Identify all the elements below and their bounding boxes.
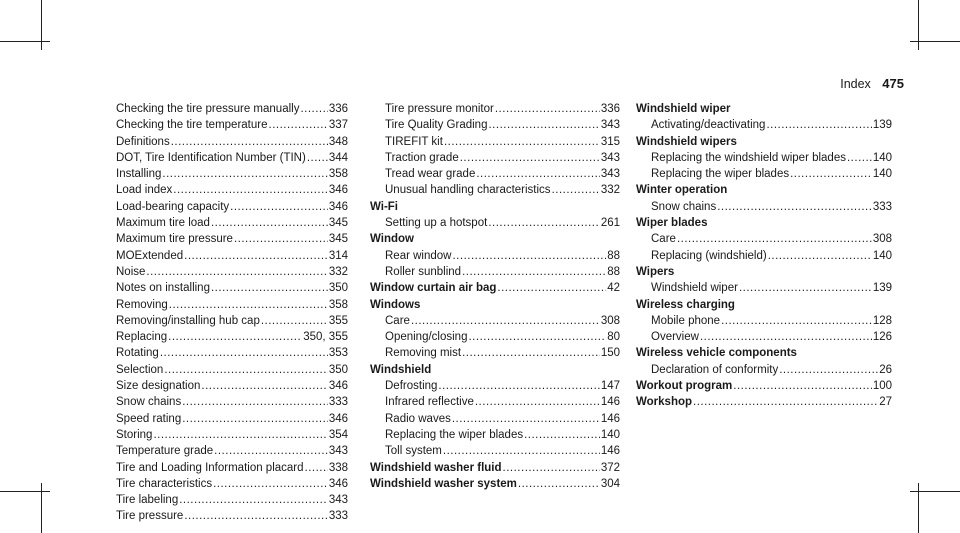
- index-subentry[interactable]: [101, 231, 348, 247]
- dot-leader: [269, 117, 328, 133]
- page-reference[interactable]: 147: [600, 380, 620, 393]
- page-reference[interactable]: 346: [328, 380, 348, 393]
- page-reference[interactable]: 314: [328, 249, 348, 262]
- index-column-1: [101, 101, 348, 525]
- page-reference[interactable]: 343: [600, 151, 620, 164]
- dot-leader: [497, 280, 606, 296]
- entry-text: Checking the tire temperature: [116, 119, 268, 132]
- dot-leader: [766, 117, 871, 133]
- entry-text: Rear window: [385, 249, 452, 262]
- entry-text: Windshield washer fluid: [370, 461, 502, 474]
- dot-leader: [790, 166, 872, 182]
- dot-leader: [184, 248, 328, 264]
- dot-leader: [182, 394, 328, 410]
- dot-leader: [179, 492, 328, 508]
- index-subentry[interactable]: [370, 117, 620, 133]
- dot-leader: [160, 345, 328, 361]
- entry-text: Tire pressure: [116, 510, 184, 523]
- page-reference[interactable]: 88: [607, 265, 620, 278]
- dot-leader: [721, 313, 872, 329]
- index-subentry[interactable]: [370, 427, 620, 443]
- index-subentry[interactable]: [101, 248, 348, 264]
- dot-leader: [552, 182, 600, 198]
- dot-leader: [524, 427, 600, 443]
- index-subentry[interactable]: [636, 280, 892, 296]
- entry-text: Tread wear grade: [385, 168, 476, 181]
- entry-text: Activating/deactivating: [651, 119, 766, 132]
- page-reference[interactable]: 333: [328, 396, 348, 409]
- index-subentry[interactable]: [370, 150, 620, 166]
- index-subentry[interactable]: [101, 297, 348, 313]
- dot-leader: [495, 101, 600, 117]
- page-reference[interactable]: 345: [328, 217, 348, 230]
- entry-text: Opening/closing: [385, 331, 468, 344]
- index-subentry[interactable]: [101, 313, 348, 329]
- dot-leader: [201, 378, 327, 394]
- entry-text: Workout program: [636, 380, 733, 393]
- entry-text: Removing mist: [385, 347, 462, 360]
- index-heading: Wireless charging: [636, 298, 735, 311]
- dot-leader: [234, 231, 328, 247]
- dot-leader: [847, 150, 872, 166]
- index-subentry[interactable]: [370, 443, 620, 459]
- entry-text: Unusual handling characteristics: [385, 184, 551, 197]
- page-reference[interactable]: 146: [600, 412, 620, 425]
- index-subentry[interactable]: [101, 199, 348, 215]
- entry-text: Replacing the wiper blades: [651, 168, 790, 181]
- page-reference[interactable]: 308: [600, 314, 620, 327]
- dot-leader: [768, 248, 872, 264]
- dot-leader: [476, 166, 599, 182]
- index-heading: Wireless vehicle components: [636, 347, 797, 360]
- index-entry[interactable]: [636, 394, 892, 410]
- page-reference[interactable]: 304: [600, 477, 620, 490]
- index-heading: Wipers: [636, 265, 675, 278]
- page-reference[interactable]: 42: [607, 282, 620, 295]
- dot-leader: [307, 150, 328, 166]
- dot-leader: [214, 443, 328, 459]
- entry-text: Noise: [116, 265, 146, 278]
- page-reference[interactable]: 332: [600, 184, 620, 197]
- index-subentry[interactable]: [101, 215, 348, 231]
- crop-mark: [0, 491, 50, 492]
- entry-text: Declaration of conformity: [651, 363, 779, 376]
- entry-text: Snow chains: [651, 200, 717, 213]
- index-heading: Winter operation: [636, 184, 728, 197]
- entry-text: MOExtended: [116, 249, 184, 262]
- entry-text: Traction grade: [385, 151, 459, 164]
- entry-text: Selection: [116, 363, 164, 376]
- dot-leader: [462, 345, 600, 361]
- page-reference[interactable]: 343: [328, 494, 348, 507]
- entry-text: Care: [651, 233, 676, 246]
- entry-text: Maximum tire pressure: [116, 233, 233, 246]
- index-subentry[interactable]: [101, 362, 348, 378]
- index-subentry[interactable]: [101, 264, 348, 280]
- crop-mark: [0, 41, 50, 42]
- index-entry[interactable]: [370, 460, 620, 476]
- entry-text: Tire and Loading Information placard: [116, 461, 304, 474]
- index-heading: Window: [370, 233, 414, 246]
- index-subentry[interactable]: [636, 329, 892, 345]
- index-entry[interactable]: [370, 476, 620, 492]
- dot-leader: [693, 394, 878, 410]
- entry-text: Storing: [116, 428, 153, 441]
- index-heading: Windshield: [370, 363, 432, 376]
- dot-leader: [230, 199, 328, 215]
- page-reference[interactable]: 346: [328, 200, 348, 213]
- dot-leader: [443, 443, 600, 459]
- dot-leader: [462, 264, 606, 280]
- entry-text: Mobile phone: [651, 314, 721, 327]
- entry-text: Installing: [116, 168, 162, 181]
- page-reference[interactable]: 100: [872, 380, 892, 393]
- page-reference[interactable]: 128: [872, 314, 892, 327]
- index-column-2: [370, 101, 620, 492]
- page-reference[interactable]: 345: [328, 233, 348, 246]
- dot-leader: [211, 280, 328, 296]
- index-heading: Windshield wiper: [636, 103, 731, 115]
- index-subentry[interactable]: [101, 443, 348, 459]
- entry-text: Replacing: [116, 331, 168, 344]
- entry-text: Rotating: [116, 347, 159, 360]
- index-subentry[interactable]: [636, 362, 892, 378]
- page-reference[interactable]: 126: [872, 331, 892, 344]
- dot-leader: [438, 378, 599, 394]
- page-reference[interactable]: 346: [328, 184, 348, 197]
- dot-leader: [261, 313, 328, 329]
- index-subentry[interactable]: [370, 378, 620, 394]
- dot-leader: [211, 215, 328, 231]
- page-reference[interactable]: 336: [328, 103, 348, 115]
- dot-leader: [162, 166, 327, 182]
- dot-leader: [452, 411, 600, 427]
- index-subentry[interactable]: [101, 427, 348, 443]
- index-subentry[interactable]: [370, 345, 620, 361]
- entry-text: Replacing (windshield): [651, 249, 767, 262]
- entry-text: Windshield washer system: [370, 477, 517, 490]
- dot-leader: [169, 297, 328, 313]
- entry-text: Snow chains: [116, 396, 182, 409]
- entry-text: Care: [385, 314, 410, 327]
- index-entry[interactable]: [636, 378, 892, 394]
- page-reference[interactable]: 140: [872, 151, 892, 164]
- page-reference[interactable]: 350, 355: [303, 331, 348, 344]
- dot-leader: [300, 101, 327, 117]
- dot-leader: [153, 427, 327, 443]
- index-column-3: [636, 101, 892, 411]
- index-heading: Wi-Fi: [370, 200, 398, 213]
- entry-text: Defrosting: [385, 380, 438, 393]
- dot-leader: [184, 508, 327, 524]
- page-reference[interactable]: 372: [600, 461, 620, 474]
- entry-text: Windshield wiper: [651, 282, 738, 295]
- page-reference[interactable]: 88: [607, 249, 620, 262]
- index-subentry[interactable]: [101, 492, 348, 508]
- entry-text: Replacing the windshield wiper blades: [651, 151, 846, 164]
- crop-mark: [910, 41, 960, 42]
- entry-text: Toll system: [385, 445, 442, 458]
- index-subentry[interactable]: [636, 248, 892, 264]
- index-subentry[interactable]: [101, 378, 348, 394]
- index-subentry[interactable]: [370, 215, 620, 231]
- index-subentry[interactable]: [370, 313, 620, 329]
- page-reference[interactable]: 353: [328, 347, 348, 360]
- index-subentry[interactable]: [101, 117, 348, 133]
- page-reference[interactable]: 333: [328, 510, 348, 523]
- entry-text: Tire Quality Grading: [385, 119, 488, 132]
- page-reference[interactable]: 140: [600, 428, 620, 441]
- index-subentry[interactable]: [370, 329, 620, 345]
- index-subentry[interactable]: [101, 508, 348, 524]
- index-subentry[interactable]: [636, 199, 892, 215]
- index-subentry[interactable]: [636, 231, 892, 247]
- crop-mark: [41, 0, 42, 50]
- dot-leader: [168, 329, 302, 345]
- index-subentry[interactable]: [101, 280, 348, 296]
- index-subentry[interactable]: [101, 476, 348, 492]
- dot-leader: [717, 199, 872, 215]
- page-reference[interactable]: 348: [328, 135, 348, 148]
- index-entry[interactable]: [370, 280, 620, 296]
- page-reference[interactable]: 338: [328, 461, 348, 474]
- dot-leader: [164, 362, 328, 378]
- dot-leader: [468, 329, 606, 345]
- index-subentry[interactable]: [370, 182, 620, 198]
- entry-text: Maximum tire load: [116, 217, 210, 230]
- page-reference[interactable]: 337: [328, 119, 348, 132]
- dot-leader: [171, 134, 328, 150]
- index-subentry[interactable]: [636, 313, 892, 329]
- entry-text: Notes on installing: [116, 282, 210, 295]
- page-reference[interactable]: 350: [328, 282, 348, 295]
- page-reference[interactable]: 332: [328, 265, 348, 278]
- entry-text: Setting up a hotspot: [385, 217, 488, 230]
- dot-leader: [305, 460, 328, 476]
- page-reference[interactable]: 358: [328, 168, 348, 181]
- dot-leader: [475, 394, 600, 410]
- entry-text: Radio waves: [385, 412, 451, 425]
- entry-text: Load index: [116, 184, 173, 197]
- entry-text: Overview: [651, 331, 699, 344]
- page-reference[interactable]: 146: [600, 445, 620, 458]
- page-reference[interactable]: 150: [600, 347, 620, 360]
- index-subentry[interactable]: [101, 460, 348, 476]
- page-reference[interactable]: 343: [328, 445, 348, 458]
- entry-text: Tire pressure monitor: [385, 103, 494, 115]
- page-reference[interactable]: 358: [328, 298, 348, 311]
- dot-leader: [146, 264, 327, 280]
- page-reference[interactable]: 140: [872, 249, 892, 262]
- entry-text: Window curtain air bag: [370, 282, 497, 295]
- dot-leader: [518, 476, 600, 492]
- index-subentry[interactable]: [636, 117, 892, 133]
- index-subentry[interactable]: [101, 345, 348, 361]
- crop-mark: [910, 491, 960, 492]
- page-reference[interactable]: 308: [872, 233, 892, 246]
- page-reference[interactable]: 146: [600, 396, 620, 409]
- entry-text: Infrared reflective: [385, 396, 474, 409]
- section-label: Index: [840, 77, 871, 91]
- entry-text: TIREFIT kit: [385, 135, 443, 148]
- page-reference[interactable]: 336: [600, 103, 620, 115]
- index-subentry[interactable]: [636, 150, 892, 166]
- index-subentry[interactable]: [370, 166, 620, 182]
- dot-leader: [488, 117, 599, 133]
- index-heading: Windshield wipers: [636, 135, 737, 148]
- page-reference[interactable]: 261: [600, 217, 620, 230]
- entry-text: Removing: [116, 298, 168, 311]
- entry-text: DOT, Tire Identification Number (TIN): [116, 151, 306, 164]
- page-number: 475: [882, 76, 904, 91]
- entry-text: Replacing the wiper blades: [385, 428, 524, 441]
- entry-text: Tire characteristics: [116, 477, 213, 490]
- index-subentry[interactable]: [101, 134, 348, 150]
- index-subentry[interactable]: [370, 134, 620, 150]
- page-reference[interactable]: 343: [600, 168, 620, 181]
- dot-leader: [173, 182, 328, 198]
- page-reference[interactable]: 139: [872, 119, 892, 132]
- entry-text: Definitions: [116, 135, 170, 148]
- entry-text: Tire labeling: [116, 494, 179, 507]
- page-reference[interactable]: 344: [328, 151, 348, 164]
- page-reference[interactable]: 26: [879, 363, 892, 376]
- page-reference[interactable]: 354: [328, 428, 348, 441]
- dot-leader: [779, 362, 878, 378]
- page-reference[interactable]: 346: [328, 412, 348, 425]
- page-header: [840, 76, 904, 91]
- entry-text: Removing/installing hub cap: [116, 314, 260, 327]
- page-reference[interactable]: 343: [600, 119, 620, 132]
- dot-leader: [182, 411, 328, 427]
- index-subentry[interactable]: [101, 182, 348, 198]
- dot-leader: [700, 329, 872, 345]
- dot-leader: [213, 476, 328, 492]
- dot-leader: [460, 150, 600, 166]
- page-reference[interactable]: 139: [872, 282, 892, 295]
- dot-leader: [739, 280, 872, 296]
- page-reference[interactable]: 355: [328, 314, 348, 327]
- crop-mark: [918, 0, 919, 50]
- index-subentry[interactable]: [101, 394, 348, 410]
- page-reference[interactable]: 140: [872, 168, 892, 181]
- page-reference[interactable]: 80: [607, 331, 620, 344]
- page-reference[interactable]: 315: [600, 135, 620, 148]
- page-reference[interactable]: 346: [328, 477, 348, 490]
- index-subentry[interactable]: [370, 101, 620, 117]
- index-heading: Wiper blades: [636, 217, 708, 230]
- entry-text: Speed rating: [116, 412, 182, 425]
- entry-text: Roller sunblind: [385, 265, 462, 278]
- dot-leader: [411, 313, 600, 329]
- entry-text: Workshop: [636, 396, 693, 409]
- index-subentry[interactable]: [370, 411, 620, 427]
- index-subentry[interactable]: [370, 264, 620, 280]
- page-reference[interactable]: 333: [872, 200, 892, 213]
- index-subentry[interactable]: [101, 411, 348, 427]
- dot-leader: [444, 134, 600, 150]
- page-reference[interactable]: 27: [879, 396, 892, 409]
- index-subentry[interactable]: [101, 166, 348, 182]
- index-subentry[interactable]: [101, 329, 348, 345]
- dot-leader: [503, 460, 600, 476]
- entry-text: Checking the tire pressure manually: [116, 103, 300, 115]
- entry-text: Load-bearing capacity: [116, 200, 230, 213]
- index-subentry[interactable]: [370, 248, 620, 264]
- entry-text: Temperature grade: [116, 445, 214, 458]
- index-subentry[interactable]: [101, 101, 348, 117]
- page-reference[interactable]: 350: [328, 363, 348, 376]
- dot-leader: [488, 215, 600, 231]
- dot-leader: [452, 248, 606, 264]
- index-heading: Windows: [370, 298, 421, 311]
- index-subentry[interactable]: [370, 394, 620, 410]
- dot-leader: [677, 231, 872, 247]
- dot-leader: [733, 378, 872, 394]
- index-subentry[interactable]: [101, 150, 348, 166]
- entry-text: Size designation: [116, 380, 201, 393]
- index-subentry[interactable]: [636, 166, 892, 182]
